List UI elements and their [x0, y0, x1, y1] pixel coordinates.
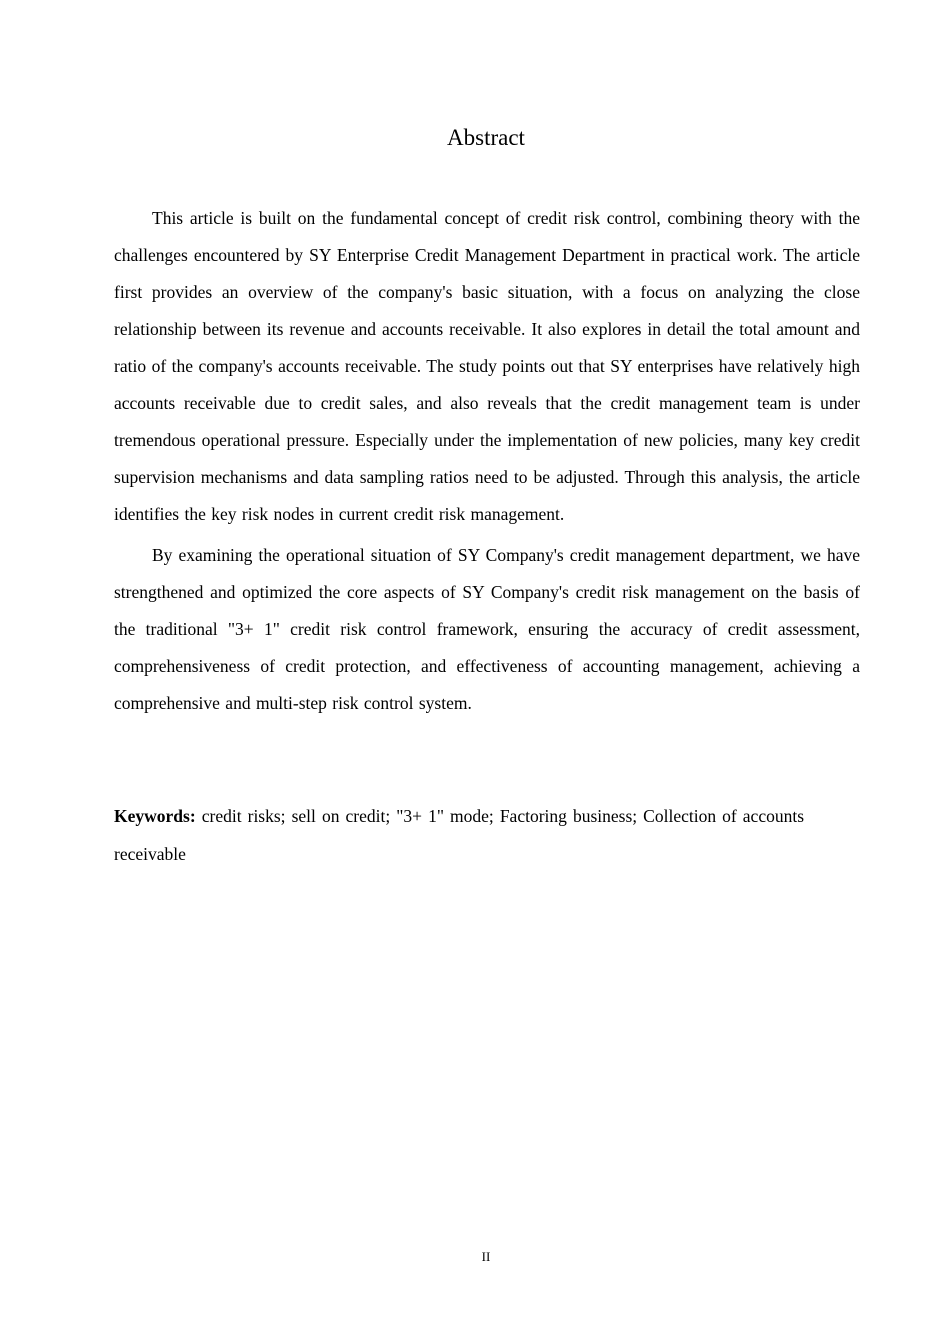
keywords-label: Keywords: [114, 806, 196, 826]
abstract-title: Abstract [447, 125, 525, 150]
abstract-paragraph-1: This article is built on the fundamental concept of credit risk control, combining theory with the challenges encountered by SY Enterprise Credit Management Department in practical work. The article first provides an overview of the company's basic situation, with a focus on analyzing the close relationship between its revenue and accounts receivable. It also explores in detail the total amount and ratio of the company's accounts receivable. The study points out that SY enterprises have relatively high accounts receivable due to credit sales, and also reveals that the credit management team is under tremendous operational pressure. Especially under the implementation of new policies, many key credit supervision mechanisms and data sampling ratios need to be adjusted. Through this analysis, the article identifies the key risk nodes in current credit risk management. [114, 208, 860, 524]
abstract-paragraph-2: By examining the operational situation of SY Company's credit management department, we have strengthened and optimized the core aspects of SY Company's credit risk management on the basis of the traditional "3+ 1" credit risk control framework, ensuring the accuracy of credit assessment, comprehensiveness of credit protection, and effectiveness of accounting management, achieving a comprehensive and multi-step risk control system. [114, 545, 860, 713]
keywords-text: credit risks; sell on credit; "3+ 1" mode; Factoring business; Collection of accounts receivable [114, 806, 805, 864]
page-number: II [481, 1249, 491, 1264]
abstract-body [114, 200, 860, 726]
keywords-line [114, 797, 804, 873]
